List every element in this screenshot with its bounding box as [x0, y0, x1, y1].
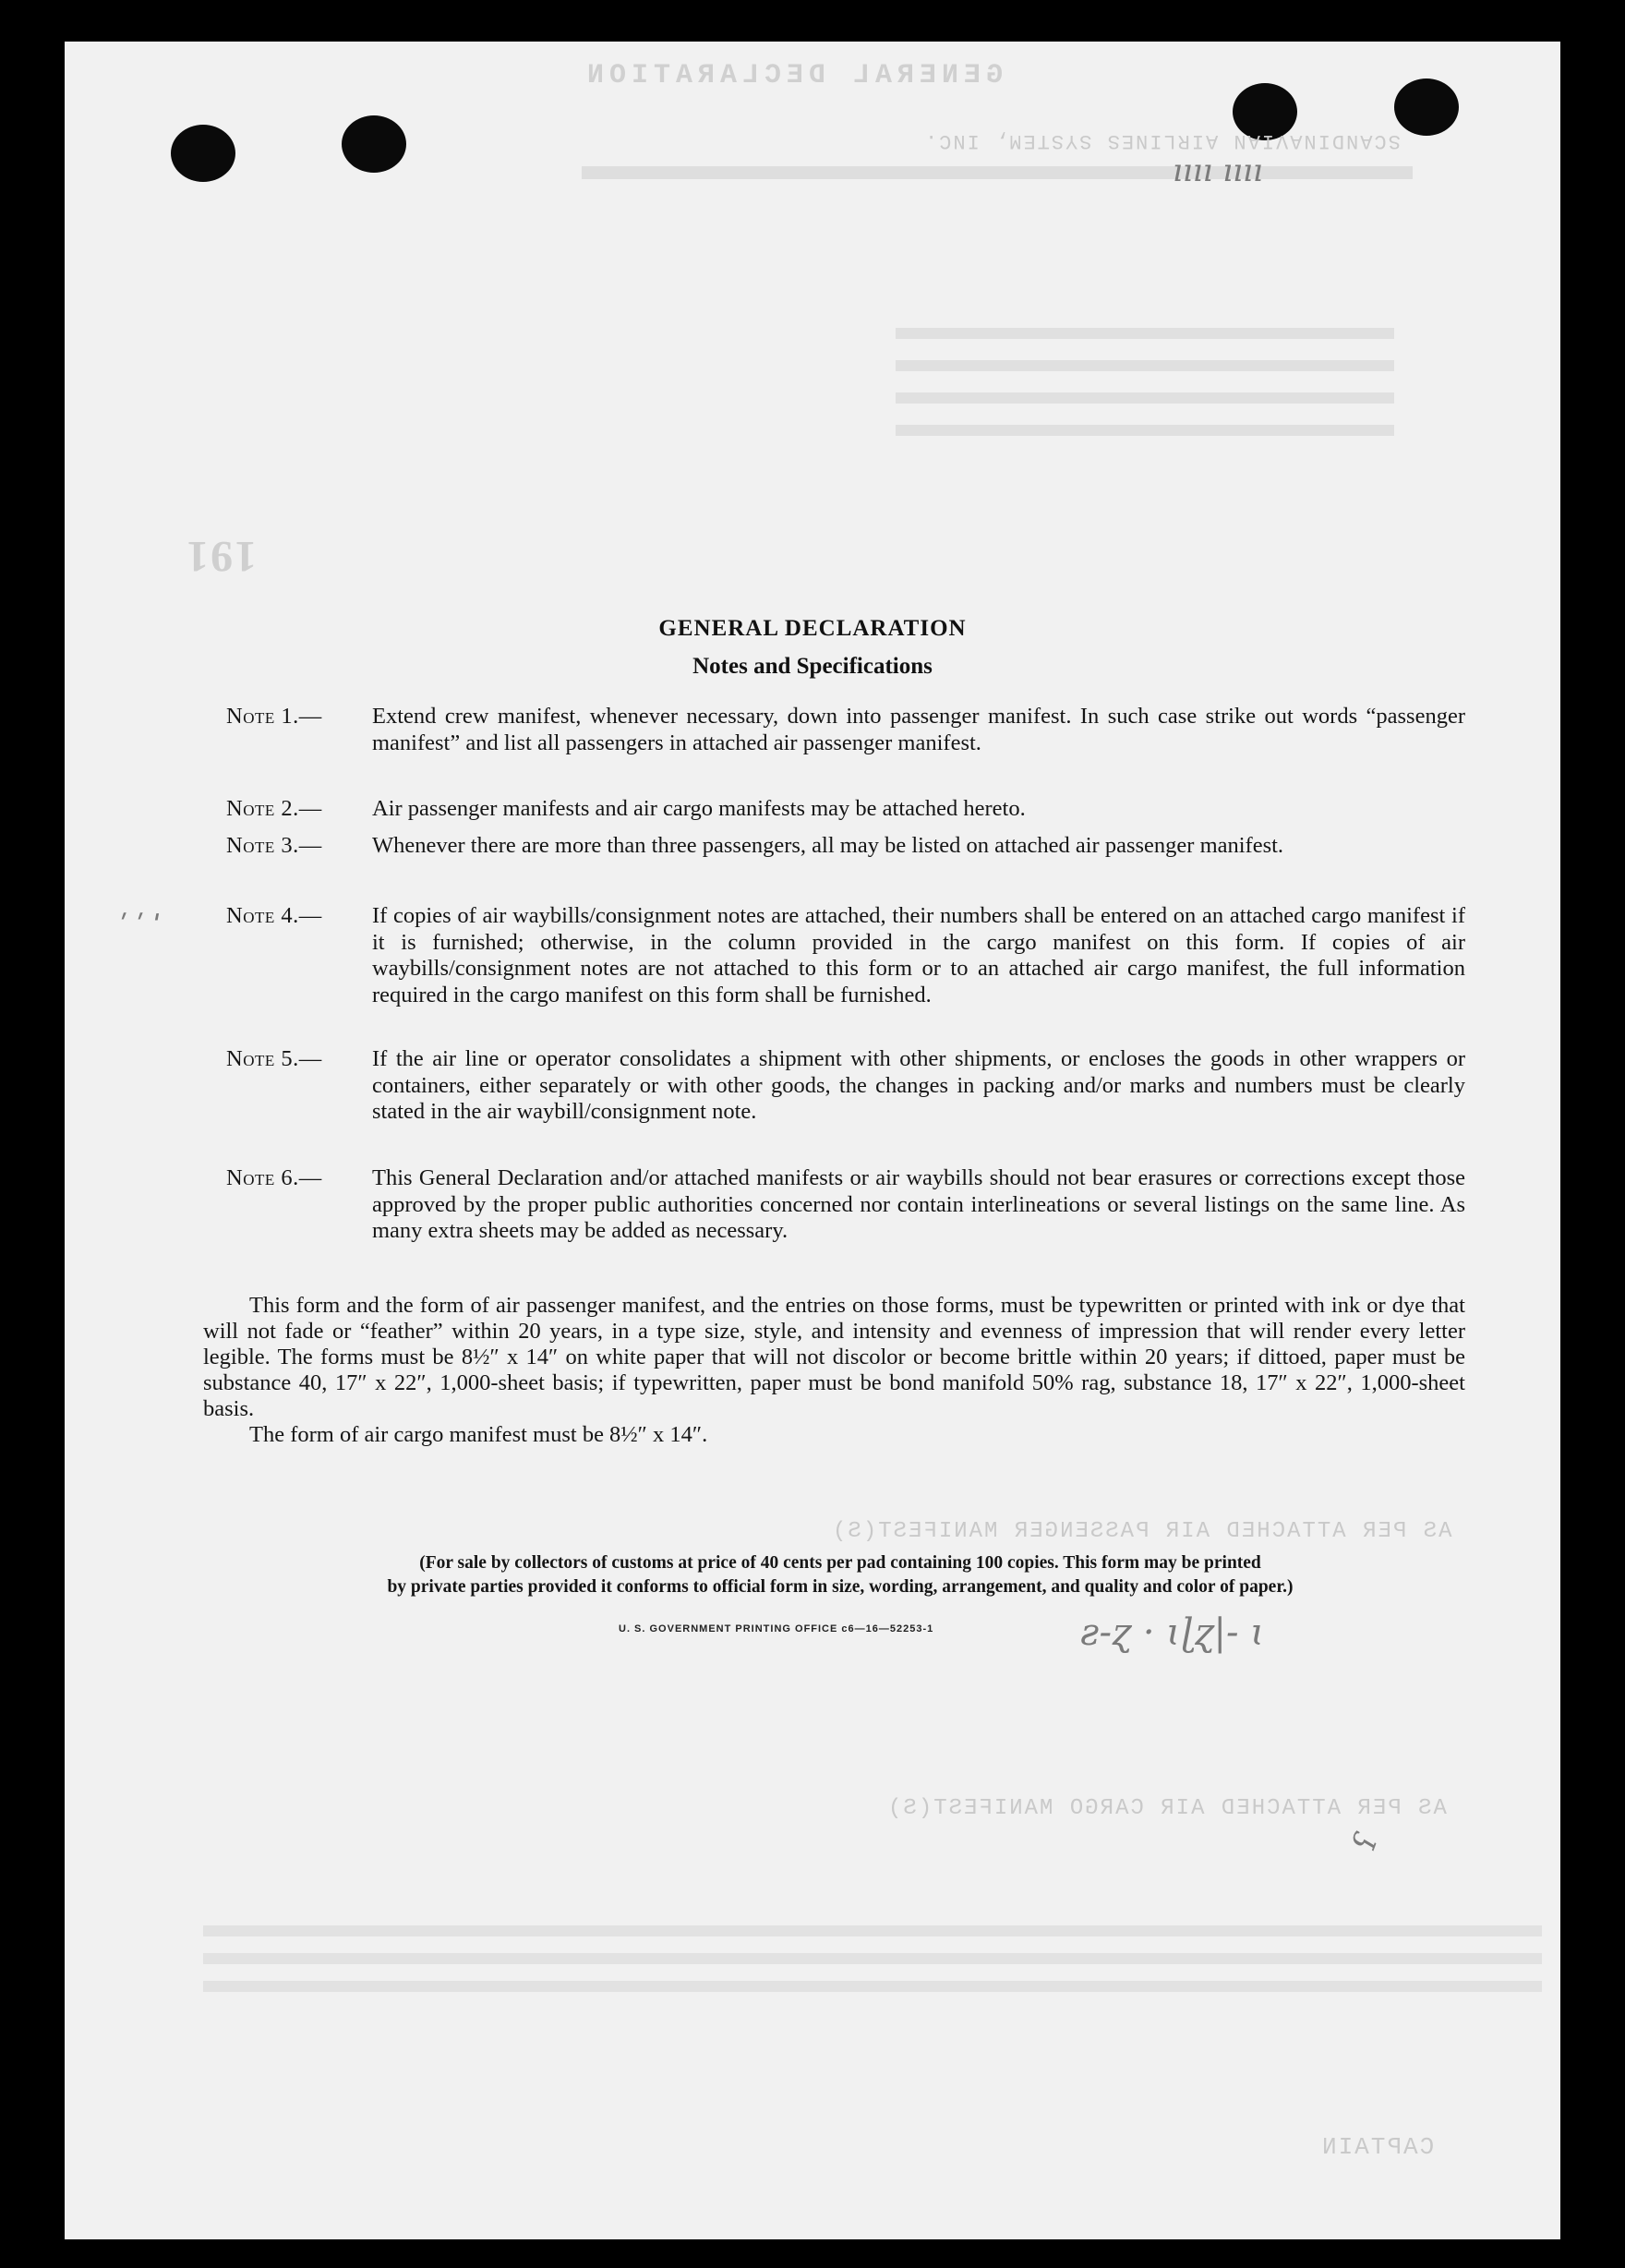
note-label: Note 5.— — [226, 1046, 322, 1071]
bleed-line — [203, 1925, 1542, 1936]
bleed-line — [203, 1981, 1542, 1992]
document-page — [65, 42, 1560, 2239]
printer-line: U. S. GOVERNMENT PRINTING OFFICE c6—16—52253-1 — [619, 1623, 934, 1635]
bleed-page-number: 191 — [185, 532, 257, 581]
bleed-captain: CAPTAIN — [1320, 2133, 1435, 2161]
note-label: Note 6.— — [226, 1165, 322, 1190]
bleed-passenger-manifest: AS PER ATTACHED AIR PASSENGER MANIFEST(S) — [831, 1519, 1452, 1544]
note-label: Note 3.— — [226, 833, 322, 858]
note-label: Note 1.— — [226, 704, 322, 729]
handwriting-mark: ıııı ıııı — [1173, 152, 1263, 189]
note-5 — [226, 1046, 1465, 1126]
bleed-line — [203, 1953, 1542, 1964]
note-label: Note 2.— — [226, 796, 322, 821]
note-label: Note 4.— — [226, 903, 322, 928]
bleed-line — [896, 328, 1394, 339]
note-3 — [226, 833, 1465, 860]
note-text: Air passenger manifests and air cargo manifests may be attached hereto. — [372, 796, 1026, 821]
specification-paragraph — [203, 1293, 1465, 1448]
note-2 — [226, 796, 1465, 823]
cargo-manifest-size: The form of air cargo manifest must be 8½″ x 14″. — [249, 1422, 708, 1447]
bleed-line — [896, 360, 1394, 371]
sale-notice-line: by private parties provided it conforms to official form in size, wording, arrangement, and quality and color of paper.) — [387, 1577, 1294, 1597]
bleed-line — [896, 425, 1394, 436]
note-text: If copies of air waybills/consignment notes are attached, their numbers shall be entered on an attached cargo manifest if it is furnished; otherwise, in the column provided in the cargo manifest on this form. If copies of air waybills/consignment notes are not attached to this form or to an attached air cargo manifest, the full information required in the cargo manifest on this form shall be furnished. — [372, 903, 1465, 1007]
bleed-line — [896, 392, 1394, 404]
punch-hole — [171, 125, 235, 182]
punch-hole — [342, 115, 406, 173]
bleed-line — [582, 166, 1413, 179]
punch-hole — [1394, 78, 1459, 136]
note-1 — [226, 704, 1465, 756]
bleed-header-title: GENERAL DECLARATION — [582, 60, 1004, 91]
note-4 — [226, 903, 1465, 1008]
note-text: This General Declaration and/or attached manifests or air waybills should not bear erasures or corrections except those approved by the proper public authorities concerned nor contain interlineations or several listings on the same line. As many extra sheets may be added as necessary. — [372, 1165, 1465, 1243]
sale-notice-line: (For sale by collectors of customs at price of 40 cents per pad containing 100 copies. This form may be printed — [419, 1553, 1261, 1573]
bleed-cargo-manifest: AS PER ATTACHED AIR CARGO MANIFEST(S) — [886, 1796, 1447, 1821]
handwriting-mark: ʹ ʹ ˈ — [120, 910, 162, 942]
note-text: Whenever there are more than three passengers, all may be listed on attached air passenger manifest. — [372, 833, 1284, 858]
sale-notice — [212, 1551, 1468, 1599]
handwriting-mark: ʕ — [1345, 1828, 1387, 1857]
note-6 — [226, 1165, 1465, 1245]
bleed-airline: SCANDINAVIAN AIRLINES SYSTEM, INC. — [923, 129, 1401, 152]
note-text: Extend crew manifest, whenever necessary, down into passenger manifest. In such case strike out words “passenger manifest” and list all passengers in attached air passenger manifest. — [372, 704, 1465, 755]
note-text: If the air line or operator consolidates a shipment with other shipments, or encloses the goods in other wrappers or containers, either separately or with other goods, the changes in packing and/or marks and numbers must be clearly stated in the air waybill/consignment note. — [372, 1046, 1465, 1124]
handwriting-mark: ƨ-ɀ · ɩɭɀ|- ɩ — [1080, 1611, 1265, 1654]
document-title: GENERAL DECLARATION — [658, 616, 967, 641]
specification-text: This form and the form of air passenger manifest, and the entries on those forms, must be typewritten or printed with ink or dye that will not fade or “feather” within 20 years, in a type size, style, and intensity and evenness of impression that will render every letter legible. The forms must be 8½″ x 14″ on white paper that will not discolor or become brittle within 20 years; if dittoed, paper must be substance 40, 17″ x 22″, 1,000-sheet basis; if typewritten, paper must be bond manifold 50% rag, substance 18, 17″ x 22″, 1,000-sheet basis. — [203, 1293, 1465, 1421]
document-subtitle: Notes and Specifications — [692, 654, 933, 679]
